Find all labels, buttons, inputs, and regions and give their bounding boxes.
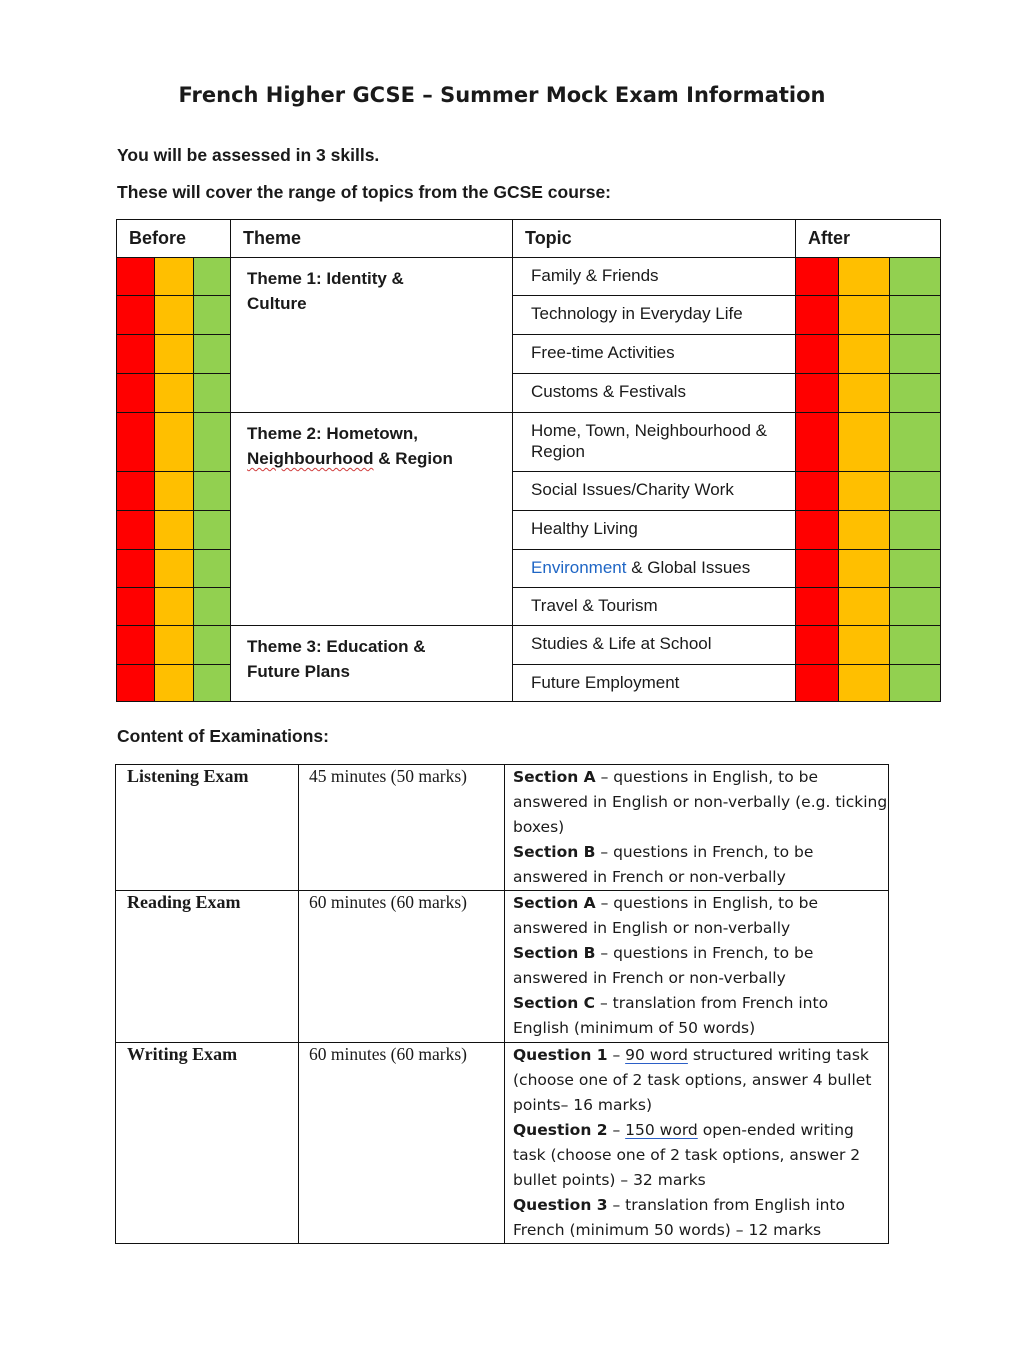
before-amber-cell[interactable]	[155, 472, 194, 511]
theme-1-line2: Culture	[247, 294, 307, 313]
after-green-cell[interactable]	[890, 374, 941, 413]
before-amber-cell[interactable]	[155, 665, 194, 702]
topic-row	[117, 258, 941, 296]
section-line	[513, 891, 888, 941]
section-dash: –	[607, 1046, 626, 1064]
after-amber-cell[interactable]	[839, 258, 890, 296]
theme-3-line2: Future Plans	[247, 662, 350, 681]
page-title: French Higher GCSE – Summer Mock Exam Information	[178, 83, 826, 107]
section-label: Question 2	[513, 1121, 608, 1139]
topic-cell: Healthy Living	[513, 511, 796, 550]
after-green-cell[interactable]	[890, 665, 941, 702]
section-label: Section B	[513, 843, 596, 861]
before-amber-cell[interactable]	[155, 413, 194, 472]
before-green-cell[interactable]	[194, 511, 231, 550]
exam-row	[116, 1043, 889, 1244]
after-green-cell[interactable]	[890, 413, 941, 472]
after-amber-cell[interactable]	[839, 296, 890, 335]
topic-cell: Future Employment	[513, 665, 796, 702]
before-green-cell[interactable]	[194, 296, 231, 335]
exam-content-table	[115, 764, 889, 1244]
after-amber-cell[interactable]	[839, 626, 890, 665]
section-line	[513, 991, 888, 1041]
content-heading: Content of Examinations:	[117, 726, 329, 746]
theme-1-cell	[231, 258, 513, 413]
before-red-cell[interactable]	[117, 472, 155, 511]
before-red-cell[interactable]	[117, 511, 155, 550]
intro-topics: These will cover the range of topics from the GCSE course:	[117, 182, 611, 202]
after-red-cell[interactable]	[796, 374, 839, 413]
topic-cell: Travel & Tourism	[513, 588, 796, 626]
after-amber-cell[interactable]	[839, 550, 890, 588]
before-amber-cell[interactable]	[155, 335, 194, 374]
before-red-cell[interactable]	[117, 413, 155, 472]
exam-description	[505, 1043, 889, 1244]
section-line	[513, 1193, 888, 1243]
topic-cell: Social Issues/Charity Work	[513, 472, 796, 511]
section-text: – questions in English, to be answered in English or non-verbally	[513, 894, 818, 937]
section-text: – questions in French, to be answered in French or non-verbally	[513, 843, 814, 886]
before-red-cell[interactable]	[117, 665, 155, 702]
header-before: Before	[117, 220, 231, 258]
before-red-cell[interactable]	[117, 588, 155, 626]
theme-1-line1: Theme 1: Identity &	[247, 269, 404, 288]
before-green-cell[interactable]	[194, 472, 231, 511]
intro-skills: You will be assessed in 3 skills.	[117, 145, 380, 165]
topic-rest: & Global Issues	[626, 558, 751, 577]
after-amber-cell[interactable]	[839, 413, 890, 472]
section-text: – translation from English into French (minimum 50 words) – 12 marks	[513, 1196, 846, 1239]
section-text: structured writing task (choose one of 2 task options, answer 4 bullet points– 16 marks)	[513, 1046, 872, 1114]
after-amber-cell[interactable]	[839, 335, 890, 374]
after-red-cell[interactable]	[796, 335, 839, 374]
section-text: – questions in English, to be answered in English or non-verbally (e.g. ticking boxes)	[513, 768, 888, 836]
before-red-cell[interactable]	[117, 374, 155, 413]
after-red-cell[interactable]	[796, 258, 839, 296]
before-green-cell[interactable]	[194, 665, 231, 702]
after-amber-cell[interactable]	[839, 374, 890, 413]
section-dash: –	[607, 1121, 626, 1139]
after-green-cell[interactable]	[890, 626, 941, 665]
after-red-cell[interactable]	[796, 296, 839, 335]
after-amber-cell[interactable]	[839, 588, 890, 626]
exam-name: Reading Exam	[116, 891, 299, 1043]
before-amber-cell[interactable]	[155, 511, 194, 550]
before-green-cell[interactable]	[194, 258, 231, 296]
before-green-cell[interactable]	[194, 626, 231, 665]
before-red-cell[interactable]	[117, 296, 155, 335]
header-theme: Theme	[231, 220, 513, 258]
exam-duration: 60 minutes (60 marks)	[299, 891, 505, 1043]
section-label: Section A	[513, 768, 596, 786]
word-count: 150 word	[625, 1121, 698, 1139]
section-text: open-ended writing task (choose one of 2 task options, answer 2 bullet points) – 32 marks	[513, 1121, 861, 1189]
theme-2-cell	[231, 413, 513, 626]
before-amber-cell[interactable]	[155, 588, 194, 626]
before-amber-cell[interactable]	[155, 374, 194, 413]
after-red-cell[interactable]	[796, 588, 839, 626]
section-line	[513, 1118, 888, 1193]
after-amber-cell[interactable]	[839, 472, 890, 511]
after-green-cell[interactable]	[890, 335, 941, 374]
exam-duration: 45 minutes (50 marks)	[299, 765, 505, 891]
after-amber-cell[interactable]	[839, 511, 890, 550]
topic-cell: Family & Friends	[513, 258, 796, 296]
environment-link[interactable]: Environment	[531, 558, 627, 577]
topic-cell: Home, Town, Neighbourhood & Region	[513, 413, 796, 472]
before-green-cell[interactable]	[194, 413, 231, 472]
word-count: 90 word	[625, 1046, 688, 1064]
topic-row	[117, 626, 941, 665]
after-green-cell[interactable]	[890, 472, 941, 511]
theme-2-line2-word: Neighbourhood	[247, 449, 374, 468]
exam-name: Listening Exam	[116, 765, 299, 891]
theme-2-line2-rest: & Region	[373, 449, 453, 468]
header-topic: Topic	[513, 220, 796, 258]
exam-description	[505, 765, 889, 891]
before-green-cell[interactable]	[194, 588, 231, 626]
topic-cell: Technology in Everyday Life	[513, 296, 796, 335]
exam-description	[505, 891, 889, 1043]
header-after: After	[796, 220, 941, 258]
after-green-cell[interactable]	[890, 258, 941, 296]
section-text: – translation from French into English (minimum of 50 words)	[513, 994, 829, 1037]
before-red-cell[interactable]	[117, 550, 155, 588]
topic-row	[117, 413, 941, 472]
before-red-cell[interactable]	[117, 258, 155, 296]
topic-cell: Studies & Life at School	[513, 626, 796, 665]
theme-3-line1: Theme 3: Education &	[247, 637, 426, 656]
after-amber-cell[interactable]	[839, 665, 890, 702]
before-amber-cell[interactable]	[155, 296, 194, 335]
after-red-cell[interactable]	[796, 665, 839, 702]
after-red-cell[interactable]	[796, 511, 839, 550]
topic-cell: Free-time Activities	[513, 335, 796, 374]
after-green-cell[interactable]	[890, 511, 941, 550]
section-label: Section A	[513, 894, 596, 912]
table-header-row	[117, 220, 941, 258]
after-red-cell[interactable]	[796, 472, 839, 511]
section-label: Question 3	[513, 1196, 608, 1214]
section-label: Section B	[513, 944, 596, 962]
before-red-cell[interactable]	[117, 626, 155, 665]
section-label: Section C	[513, 994, 596, 1012]
before-red-cell[interactable]	[117, 335, 155, 374]
section-text: – questions in French, to be answered in French or non-verbally	[513, 944, 814, 987]
before-green-cell[interactable]	[194, 374, 231, 413]
theme-2-line1: Theme 2: Hometown,	[247, 424, 418, 443]
exam-name: Writing Exam	[116, 1043, 299, 1244]
theme-3-cell	[231, 626, 513, 702]
before-amber-cell[interactable]	[155, 550, 194, 588]
exam-duration: 60 minutes (60 marks)	[299, 1043, 505, 1244]
exam-row	[116, 765, 889, 891]
before-amber-cell[interactable]	[155, 258, 194, 296]
before-green-cell[interactable]	[194, 550, 231, 588]
after-red-cell[interactable]	[796, 550, 839, 588]
after-green-cell[interactable]	[890, 550, 941, 588]
section-line	[513, 840, 888, 890]
topic-cell	[513, 550, 796, 588]
exam-row	[116, 891, 889, 1043]
before-amber-cell[interactable]	[155, 626, 194, 665]
section-line	[513, 1043, 888, 1118]
after-red-cell[interactable]	[796, 413, 839, 472]
before-green-cell[interactable]	[194, 335, 231, 374]
section-label: Question 1	[513, 1046, 608, 1064]
after-green-cell[interactable]	[890, 588, 941, 626]
section-line	[513, 941, 888, 991]
topic-rating-table	[116, 219, 941, 702]
after-red-cell[interactable]	[796, 626, 839, 665]
after-green-cell[interactable]	[890, 296, 941, 335]
topic-cell: Customs & Festivals	[513, 374, 796, 413]
section-line	[513, 765, 888, 840]
